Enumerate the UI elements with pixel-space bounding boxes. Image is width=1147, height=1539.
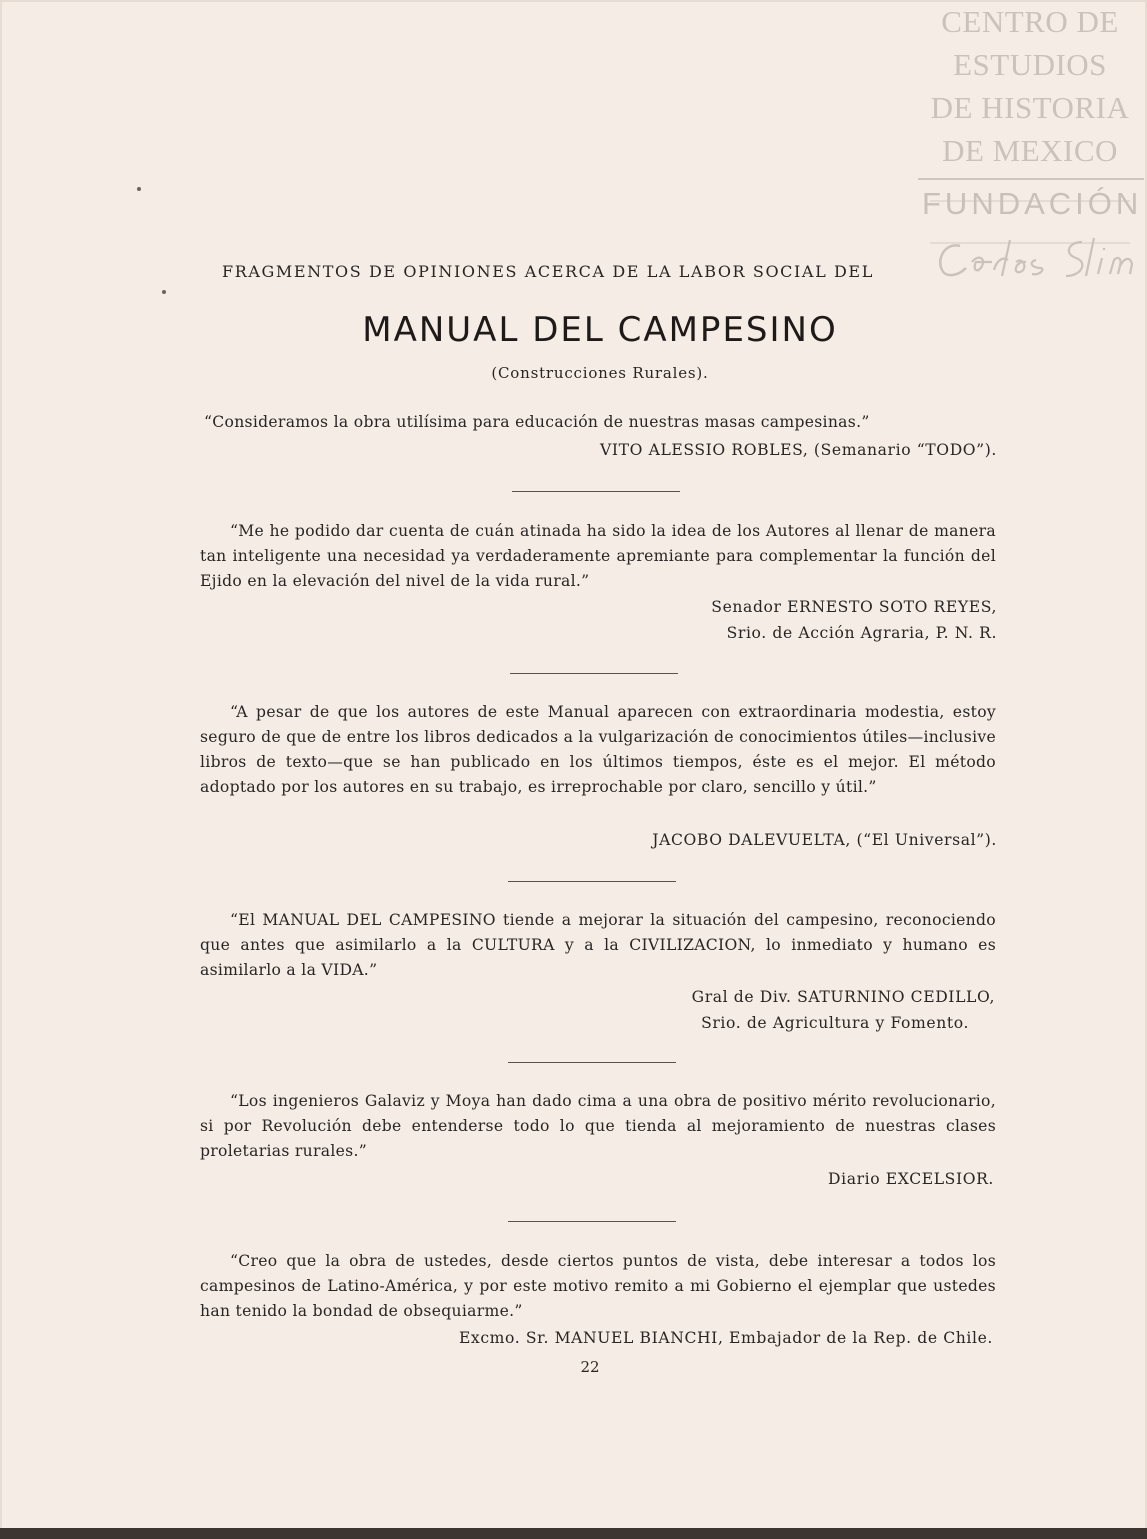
watermark-line: ESTUDIOS — [953, 47, 1107, 82]
quote-text: “Consideramos la obra utilísima para educación de nuestras masas campesinas.” — [204, 413, 870, 431]
book-subtitle: (Construcciones Rurales). — [491, 364, 709, 382]
section-divider — [508, 881, 676, 882]
watermark-line: DE MEXICO — [942, 133, 1118, 168]
section-divider — [510, 673, 678, 674]
scan-border — [0, 1528, 1147, 1539]
quote-attribution: Gral de Div. SATURNINO CEDILLO, — [691, 988, 995, 1006]
page-number: 22 — [580, 1358, 600, 1376]
page-heading: FRAGMENTOS DE OPINIONES ACERCA DE LA LABOR SOCIAL DEL — [222, 262, 874, 281]
testimonial-quote — [200, 519, 996, 594]
book-title: MANUAL DEL CAMPESINO — [362, 310, 838, 350]
quote-attribution: Excmo. Sr. MANUEL BIANCHI, Embajador de la Rep. de Chile. — [458, 1329, 993, 1347]
paper-speck — [137, 187, 141, 191]
quote-text: “El MANUAL DEL CAMPESINO tiende a mejorar la situación del campesino, reconociendo que antes que asimilarlo a la CULTURA y a la CIVILIZACION, lo inmediato y humano es asimilarlo a la VIDA.” — [200, 911, 996, 979]
watermark-line: CENTRO DE — [941, 4, 1119, 39]
quote-attribution: Srio. de Agricultura y Fomento. — [701, 1014, 969, 1032]
archive-watermark — [912, 0, 1147, 172]
testimonial-quote — [200, 1249, 996, 1324]
testimonial-quote — [200, 1089, 996, 1164]
watermark-line: DE HISTORIA — [930, 90, 1130, 125]
quote-attribution: Senador ERNESTO SOTO REYES, — [711, 598, 997, 616]
quote-text: “Me he podido dar cuenta de cuán atinada ha sido la idea de los Autores al llenar de manera tan inteligente una necesidad ya verdaderamente apremiante para complementar la función del Ejido en la elevación del nivel de la vida rural.” — [200, 522, 996, 590]
watermark-fundacion: FUNDACIÓN — [922, 186, 1143, 221]
quote-attribution: Srio. de Acción Agraria, P. N. R. — [726, 624, 997, 642]
paper-speck — [162, 290, 166, 294]
testimonial-quote — [200, 700, 996, 800]
section-divider — [508, 1062, 676, 1063]
quote-text: “Creo que la obra de ustedes, desde ciertos puntos de vista, debe interesar a todos los campesinos de Latino-América, y por este motivo remito a mi Gobierno el ejemplar que ustedes han tenido la bondad de obsequiarme.” — [200, 1252, 996, 1320]
testimonial-quote — [200, 908, 996, 983]
quote-attribution: Diario EXCELSIOR. — [828, 1170, 994, 1188]
quote-attribution: JACOBO DALEVUELTA, (“El Universal”). — [652, 831, 997, 849]
quote-text: “A pesar de que los autores de este Manual aparecen con extraordinaria modestia, estoy seguro de que de entre los libros dedicados a la vulgarización de conocimientos útiles—inclusive libros de texto—que se han publicado en los últimos tiempos, éste es el mejor. El método adoptado por los autores en su trabajo, es irreprochable por claro, sencillo y útil.” — [200, 703, 996, 796]
watermark-divider — [918, 178, 1144, 180]
quote-text: “Los ingenieros Galaviz y Moya han dado cima a una obra de positivo mérito revolucionario, si por Revolución debe entenderse todo lo que tienda al mejoramiento de nuestras clases proletarias rurales.” — [200, 1092, 996, 1160]
section-divider — [512, 491, 680, 492]
section-divider — [508, 1221, 676, 1222]
testimonial-quote — [204, 410, 994, 435]
quote-attribution: VITO ALESSIO ROBLES, (Semanario “TODO”). — [600, 441, 997, 459]
